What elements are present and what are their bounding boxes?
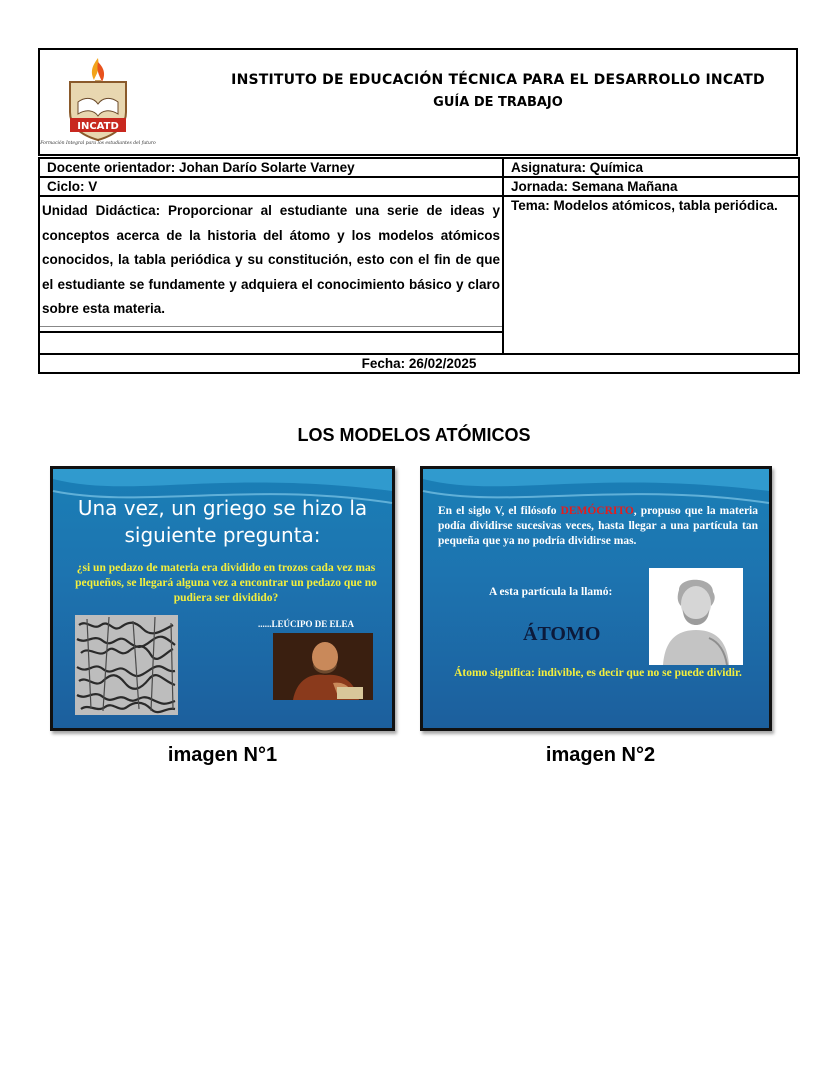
slide2-paragraph (438, 504, 758, 549)
unit-text: Unidad Didáctica: Proporcionar al estudiante una serie de ideas y conceptos acerca de la historia del átomo y los modelos atómicos conocidos, la tabla periódica y su constitución, esto con el fin de que el estudiante se fundamente y adquiera el conocimiento básico y claro sobre esta materia. (42, 203, 500, 316)
logo-motto: Formación Integral para los estudiantes del futuro (40, 141, 156, 146)
caption-image-2: imagen N°2 (545, 744, 656, 766)
incatd-logo (40, 54, 156, 152)
particles-image (75, 615, 178, 715)
atom-word: ÁTOMO (523, 623, 601, 645)
schedule-cell: Jornada: Semana Mañana (503, 177, 799, 196)
unit-cell (39, 196, 503, 354)
table-row (39, 354, 799, 373)
teacher-cell: Docente orientador: Johan Darío Solarte Varney (39, 158, 503, 177)
section-title: LOS MODELOS ATÓMICOS (297, 425, 531, 445)
democritus-bust (649, 568, 743, 665)
slide-image-2 (420, 466, 772, 731)
document-header (38, 48, 798, 156)
slide1-heading: Una vez, un griego se hizo la siguiente pregunta: (77, 496, 368, 547)
slide2-meaning: Átomo significa: indivible, es decir que no se puede dividir. (454, 667, 742, 679)
slide2-text-after: , propuso que la materia podía dividirse sucesivas veces, hasta llegar a una partícula tan pequeña que ya no podría dividirse mas. (438, 505, 759, 547)
subject-cell: Asignatura: Química (503, 158, 799, 177)
leucippus-portrait (273, 633, 373, 700)
info-table (38, 157, 800, 374)
cycle-cell: Ciclo: V (39, 177, 503, 196)
topic-cell: Tema: Modelos atómicos, tabla periódica. (503, 196, 799, 354)
slide1-question: ¿si un pedazo de materia era dividido en trozos cada vez mas pequeños, se llegará alguna vez a encontrar un pedazo que no pudiera ser dividido? (75, 562, 377, 604)
date-cell: Fecha: 26/02/2025 (39, 354, 799, 373)
caption-image-1: imagen N°1 (167, 744, 278, 766)
table-row (39, 196, 799, 354)
slide2-text-before: En el siglo V, el filósofo (438, 505, 561, 517)
slide2-call: A esta partícula la llamó: (489, 586, 613, 598)
table-row (39, 177, 799, 196)
guide-title: GUÍA DE TRABAJO (433, 95, 563, 110)
slide1-label: ......LEÚCIPO DE ELEA (258, 619, 355, 629)
institution-title: INSTITUTO DE EDUCACIÓN TÉCNICA PARA EL DESARROLLO INCATD (231, 72, 765, 88)
slide-image-1 (50, 466, 395, 731)
blank-row (40, 331, 502, 353)
table-row (39, 158, 799, 177)
democritus-highlight: DEMÓCRITO (560, 505, 634, 517)
logo-text: INCATD (77, 121, 119, 132)
